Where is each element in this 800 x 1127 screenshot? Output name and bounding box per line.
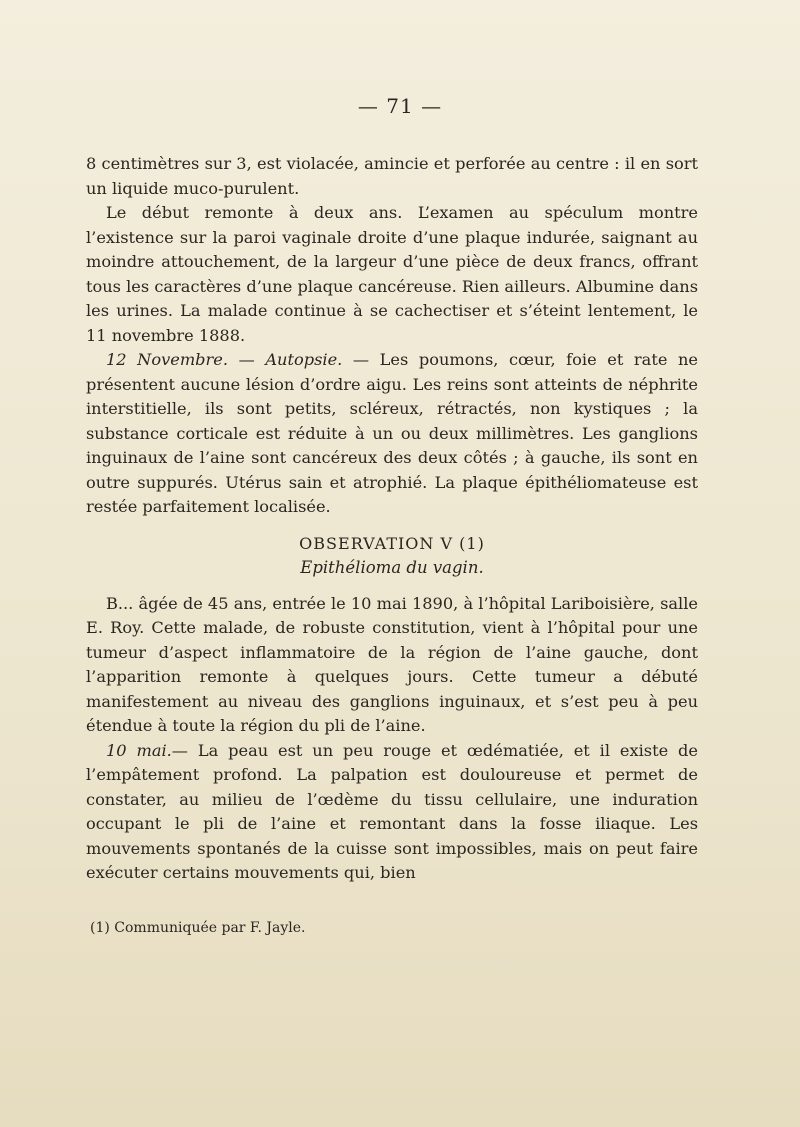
- observation-subtitle: Epithélioma du vagin.: [300, 557, 484, 577]
- footnote: (1) Communiquée par F. Jayle.: [90, 920, 306, 936]
- paragraph-2: Le début remonte à deux ans. L’examen au spéculum montre l’existence sur la paroi vaginale droite d’une plaque indurée, saignant au moindre attouchement, de la largeur d’une pièce de deux francs, offrant tous les caractères d’une plaque cancéreuse. Rien ailleurs. Albumine dans les urines. La malade continue à se cachectiser et s’éteint lentement, le 11 novembre 1888.: [86, 203, 698, 345]
- observation-title: OBSERVATION V (1): [299, 533, 485, 553]
- autopsy-sep: —: [228, 350, 266, 369]
- main-text: [86, 152, 698, 886]
- autopsy-label: Autopsie.: [265, 350, 343, 369]
- autopsy-date: 12 Novembre.: [106, 350, 228, 369]
- entry-text: — La peau est un peu rouge et œdématiée, et il existe de l’empâtement profond. La palpation est douloureuse et permet de constater, au milieu de l’œdème du tissu cellulaire, une induration occupant le pli de l’aine et remontant dans la fosse iliaque. Les mouvements spontanés de la cuisse sont impossibles, mais on peut faire exécuter certains mouvements qui, bien: [86, 740, 698, 882]
- paragraph-1: 8 centimètres sur 3, est violacée, amincie et perforée au centre : il en sort un liquide muco-purulent.: [86, 154, 698, 198]
- autopsy-text: — Les poumons, cœur, foie et rate ne présentent aucune lésion d’ordre aigu. Les reins sont atteints de néphrite interstitielle, ils sont petits, scléreux, rétractés, non kystiques ; la substance corticale est réduite à un ou deux millimètres. Les ganglions inguinaux de l’aine sont cancéreux des deux côtés ; à gauche, ils sont en outre suppurés. Utérus sain et atrophié. La plaque épithéliomateuse est restée parfaitement localisée.: [86, 350, 698, 516]
- paragraph-autopsie: [86, 348, 698, 520]
- paragraph-4: B... âgée de 45 ans, entrée le 10 mai 1890, à l’hôpital Lariboisière, salle E. Roy. Cette malade, de robuste constitution, vient à l’hôpital pour une tumeur d’aspect inflammatoire de la région de l’aine gauche, dont l’apparition remonte à quelques jours. Cette tumeur a débuté manifestement au niveau des ganglions inguinaux, et s’est peu à peu étendue à toute la région du pli de l’aine.: [86, 593, 698, 735]
- entry-date: 10 mai.: [106, 740, 172, 760]
- page-number: — 71 —: [357, 94, 443, 118]
- paragraph-5: [86, 739, 698, 886]
